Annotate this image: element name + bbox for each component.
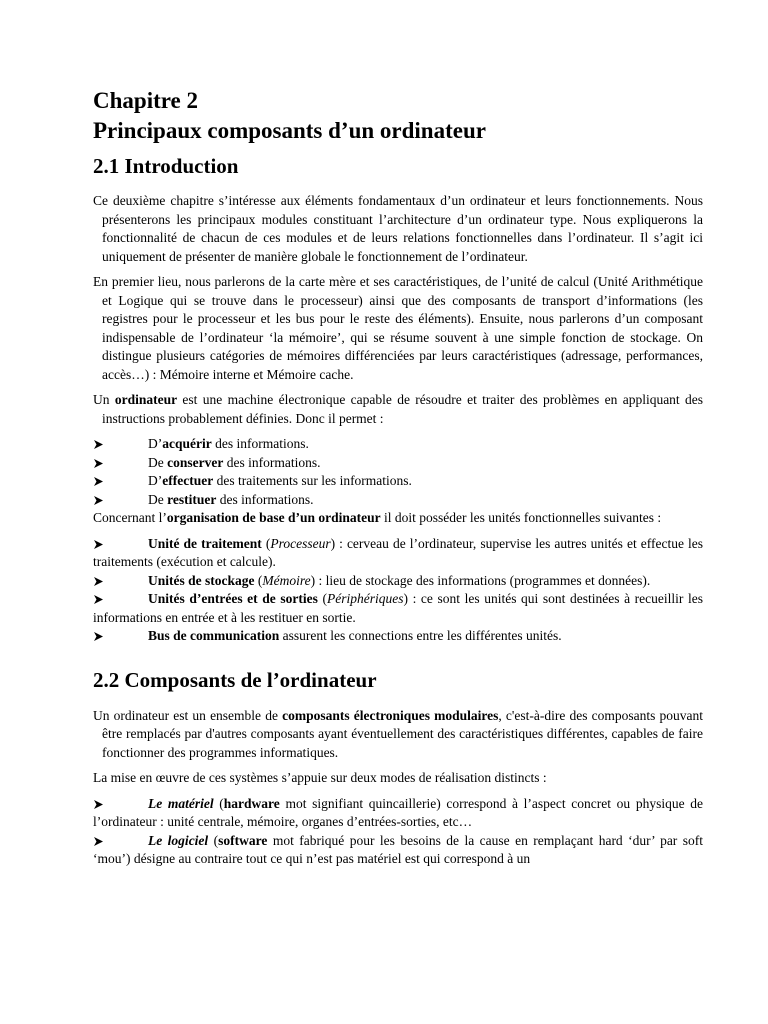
intro-paragraph-4: Concernant l’organisation de base d’un ordinateur il doit posséder les unités fonctionnelles suivantes : xyxy=(93,510,662,525)
intro-paragraph-2: En premier lieu, nous parlerons de la carte mère et ses caractéristiques, de l’unité de calcul (Unité Arithmétique et Logique qui se trouve dans le processeur) ainsi que des composants de transport d’informations (les registres pour le processeur et les bus pour le reste des éléments). Ensuite, nous parlerons d’un composant indispensable de l’ordinateur ‘la mémoire’, qui se résume souvent à une simple fonction de stockage. On distingue plusieurs catégories de mémoires différenciées par leurs caractéristiques (adressage, performances, accès…) : Mémoire interne et Mémoire cache. xyxy=(93,274,703,382)
intro-paragraph-1: Ce deuxième chapitre s’intéresse aux éléments fondamentaux d’un ordinateur et leurs fonctionnements. Nous présenterons les principaux modules constituant l’architecture d’un ordinateur type. Nous expliquerons la fonctionnalité de chacun de ces modules et de leurs relations fonctionnelles dans l’ordinateur. Il s’agit ici uniquement de présenter de manière globale le fonctionnement de l’ordinateur. xyxy=(93,193,703,264)
arrow-bullet-icon xyxy=(93,535,107,553)
document-page xyxy=(93,86,703,869)
arrow-bullet-icon xyxy=(93,832,107,850)
composants-paragraph-1: Un ordinateur est un ensemble de composants électroniques modulaires, c'est-à-dire des composants pouvant être remplacés par d'autres composants ayant éventuellement des caractéristiques différentes, capables de faire fonctionner des programmes informatiques. xyxy=(93,707,703,760)
arrow-bullet-icon xyxy=(93,572,107,590)
arrow-bullet-icon xyxy=(93,627,107,645)
arrow-bullet-icon xyxy=(93,795,107,813)
list-item: D’effectuer des traitements sur les informations. xyxy=(93,472,703,491)
list-item: De conserver des informations. xyxy=(93,454,703,473)
section-heading-introduction: 2.1 Introduction xyxy=(93,154,239,178)
list-item: Unités d’entrées et de sorties (Périphériques) : ce sont les unités qui sont destinées à recueillir les informations en entrée et à les restituer en sortie. xyxy=(93,591,704,625)
arrow-bullet-icon xyxy=(93,590,107,608)
composants-paragraph-2: La mise en œuvre de ces systèmes s’appuie sur deux modes de réalisation distincts : xyxy=(93,770,547,785)
arrow-bullet-icon xyxy=(93,435,107,453)
list-item: Le logiciel (software mot fabriqué pour les besoins de la cause en remplaçant hard ‘dur’ par soft ‘mou’) désigne au contraire tout ce qui n’est pas matériel est qui correspond à un xyxy=(93,832,704,866)
list-item: De restituer des informations. xyxy=(93,491,703,510)
chapter-subtitle: Principaux composants d’un ordinateur xyxy=(93,118,486,143)
list-item: Bus de communication assurent les connections entre les différentes unités. xyxy=(93,627,703,646)
arrow-bullet-icon xyxy=(93,454,107,472)
term-ordinateur: ordinateur xyxy=(114,392,178,407)
functional-units-list xyxy=(93,535,703,646)
arrow-bullet-icon xyxy=(93,472,107,490)
list-item: Unité de traitement (Processeur) : cerveau de l’ordinateur, supervise les autres unités et effectue les traitements (exécution et calcule). xyxy=(93,535,704,569)
modes-list xyxy=(93,795,703,869)
list-item: Unités de stockage (Mémoire) : lieu de stockage des informations (programmes et données). xyxy=(93,572,703,591)
capabilities-list xyxy=(93,435,703,509)
list-item: Le matériel (hardware mot signifiant quincaillerie) correspond à l’aspect concret ou physique de l’ordinateur : unité centrale, mémoire, organes d’entrées-sorties, etc… xyxy=(93,795,703,829)
list-item: D’acquérir des informations. xyxy=(93,435,703,454)
section-heading-composants: 2.2 Composants de l’ordinateur xyxy=(93,667,377,692)
chapter-title: Chapitre 2 xyxy=(93,88,198,113)
intro-paragraph-3: Un ordinateur est une machine électronique capable de résoudre et traiter des problèmes en appliquant des instructions probablement définies. Donc il permet : xyxy=(93,392,704,426)
arrow-bullet-icon xyxy=(93,491,107,509)
